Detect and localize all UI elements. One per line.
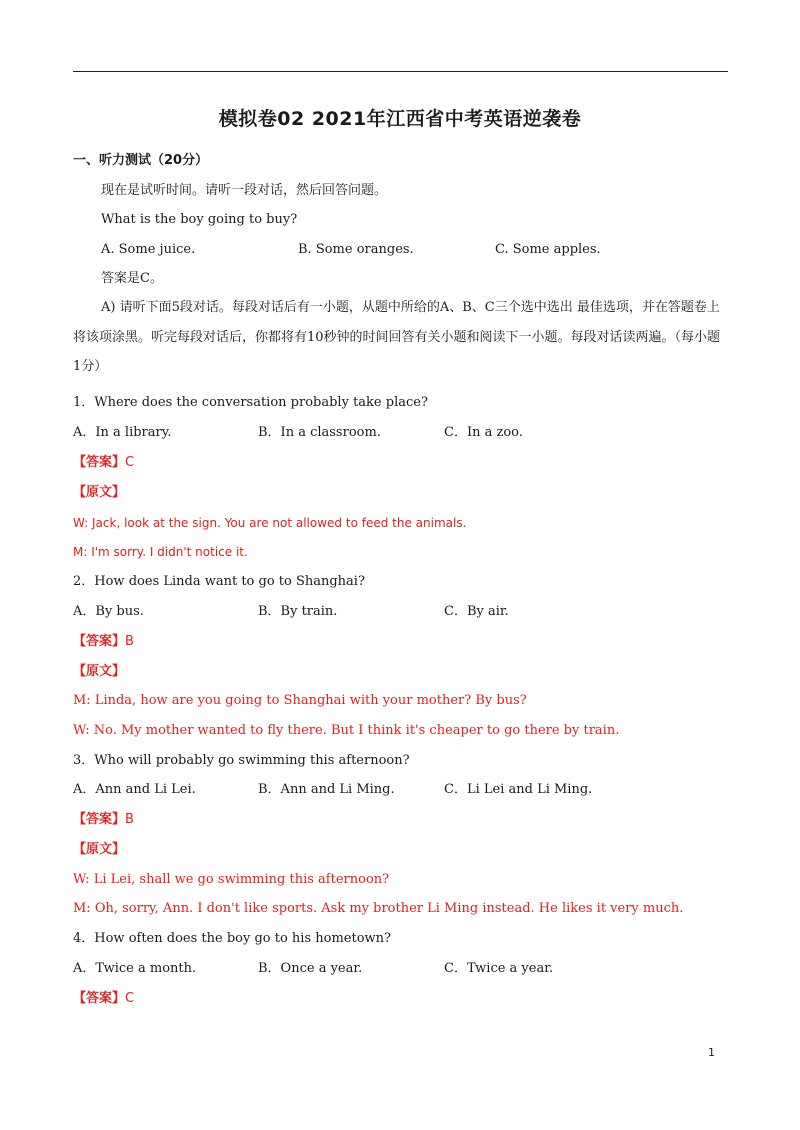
q3-answer (73, 811, 134, 829)
q1-option-c: C．In a zoo. (444, 425, 523, 440)
question-2: 2．How does Linda want to go to Shanghai? (73, 574, 365, 589)
q1-transcript-line-2: M: I'm sorry. I didn't notice it. (73, 545, 248, 559)
trial-question: What is the boy going to buy? (101, 212, 298, 227)
question-3: 3．Who will probably go swimming this afternoon? (73, 753, 410, 768)
page-number: 1 (708, 1046, 715, 1059)
q3-transcript-line-2: M: Oh, sorry, Ann. I don't like sports. Ask my brother Li Ming instead. He likes it very much. (73, 901, 684, 916)
trial-option-c: C. Some apples. (495, 242, 601, 257)
answer-value: B (125, 634, 134, 649)
q3-transcript-line-1: W: Li Lei, shall we go swimming this afternoon? (73, 872, 390, 887)
trial-answer: 答案是C。 (101, 271, 163, 286)
q2-option-a: A．By bus. (73, 604, 144, 619)
q2-transcript-line-1: M: Linda, how are you going to Shanghai with your mother? By bus? (73, 693, 527, 708)
q1-transcript-line-1: W: Jack, look at the sign. You are not allowed to feed the animals. (73, 516, 467, 530)
instructions-paragraph: A) 请听下面5段对话。每段对话后有一小题，从题中所给的A、B、C三个选中选出 最佳选项，并在答题卷上将该项涂黑。听完每段对话后，你都将有10秒钟的时间回答有关小题和阅读下一小题。每段对话读两遍。（每小题1分） (73, 300, 721, 374)
q1-option-b: B．In a classroom. (258, 425, 381, 440)
q2-answer (73, 633, 134, 651)
trial-option-a: A. Some juice. (101, 242, 196, 257)
q3-transcript-label: 【原文】 (73, 842, 126, 857)
q2-option-b: B．By train. (258, 604, 338, 619)
answer-label: 【答案】 (73, 634, 126, 649)
trial-intro: 现在是试听时间。请听一段对话，然后回答问题。 (101, 183, 388, 198)
section-heading: 一、听力测试（20分） (73, 153, 209, 168)
question-1: 1．Where does the conversation probably take place? (73, 395, 428, 410)
q4-option-b: B．Once a year. (258, 961, 363, 976)
q4-answer (73, 990, 134, 1008)
answer-label: 【答案】 (73, 991, 126, 1006)
q1-answer (73, 454, 134, 472)
trial-option-b: B. Some oranges. (298, 242, 414, 257)
q3-option-c: C．Li Lei and Li Ming. (444, 782, 593, 797)
q4-option-a: A．Twice a month. (73, 961, 197, 976)
q2-transcript-line-2: W: No. My mother wanted to fly there. But I think it's cheaper to go there by train. (73, 723, 620, 738)
answer-label: 【答案】 (73, 455, 126, 470)
answer-label: 【答案】 (73, 812, 126, 827)
q1-transcript-label: 【原文】 (73, 485, 126, 500)
question-4: 4．How often does the boy go to his hometown? (73, 931, 391, 946)
q2-transcript-label: 【原文】 (73, 664, 126, 679)
q3-option-a: A．Ann and Li Lei. (73, 782, 196, 797)
q1-option-a: A．In a library. (73, 425, 172, 440)
q4-option-c: C．Twice a year. (444, 961, 554, 976)
answer-value: C (125, 455, 135, 470)
answer-value: B (125, 812, 134, 827)
q2-option-c: C．By air. (444, 604, 509, 619)
header-rule (73, 71, 728, 72)
answer-value: C (125, 991, 135, 1006)
q3-option-b: B．Ann and Li Ming. (258, 782, 395, 797)
page-title: 模拟卷02 2021年江西省中考英语逆袭卷 (218, 108, 582, 130)
